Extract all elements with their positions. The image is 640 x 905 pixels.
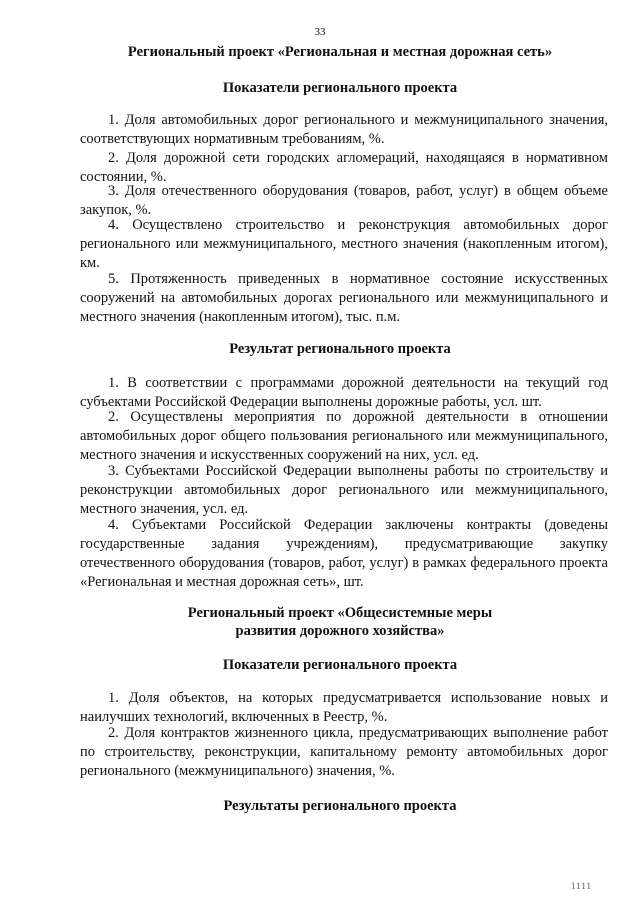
section2-indicator-2: 2. Доля контрактов жизненного цикла, предусматривающих выполнение работ по строительству, реконструкции, капитальному ремонту автомобильных дорог регионального (межмуниципального) значения, %.: [80, 725, 608, 779]
section1-indicator-5: 5. Протяженность приведенных в нормативное состояние искусственных сооружений на автомобильных дорогах регионального или межмуниципального и местного значения (накопленным итогом), тыс. п.м.: [80, 271, 608, 325]
section1-indicator-2: 2. Доля дорожной сети городских агломераций, находящаяся в нормативном состоянии, %.: [80, 150, 608, 185]
section2-indicators-heading: Показатели регионального проекта: [222, 657, 458, 673]
section2-title-line2: развития дорожного хозяйства»: [235, 623, 445, 639]
section1-indicators-heading: Показатели регионального проекта: [222, 80, 458, 96]
page-number: 33: [314, 26, 326, 38]
section1-result-1: 1. В соответствии с программами дорожной деятельности на текущий год субъектами Российской Федерации выполнены дорожные работы, усл. шт.: [80, 375, 608, 410]
section1-results-heading: Результат регионального проекта: [229, 341, 451, 357]
section2-title-line1: Региональный проект «Общесистемные меры: [187, 605, 493, 621]
section1-indicator-1: 1. Доля автомобильных дорог регионального и межмуниципального значения, соответствующих нормативным требованиям, %.: [80, 112, 608, 147]
section2-indicator-1: 1. Доля объектов, на которых предусматривается использование новых и наилучших технологий, включенных в Реестр, %.: [80, 690, 608, 725]
section1-indicator-4: 4. Осуществлено строительство и реконструкция автомобильных дорог регионального или межмуниципального, местного значения (накопленным итогом), км.: [80, 217, 608, 271]
section1-result-3: 3. Субъектами Российской Федерации выполнены работы по строительству и реконструкции автомобильных дорог регионального или межмуниципального, местного значения, усл. ед.: [80, 463, 608, 517]
section1-result-2: 2. Осуществлены мероприятия по дорожной деятельности в отношении автомобильных дорог общего пользования регионального или межмуниципального, местного значения и искусственных сооружений на них, усл. ед.: [80, 409, 608, 463]
section1-title: Региональный проект «Региональная и местная дорожная сеть»: [127, 44, 553, 60]
section1-result-4: 4. Субъектами Российской Федерации заключены контракты (доведены государственные задания учреждениям), предусматривающие закупку отечественного оборудования (товаров, работ, услуг) в рамках федерального проекта «Региональная и местная дорожная сеть», шт.: [80, 517, 608, 590]
section1-indicator-3: 3. Доля отечественного оборудования (товаров, работ, услуг) в общем объеме закупок, %.: [80, 183, 608, 218]
footer-mark: 1111: [571, 881, 592, 891]
section2-results-heading: Результаты регионального проекта: [223, 798, 457, 814]
